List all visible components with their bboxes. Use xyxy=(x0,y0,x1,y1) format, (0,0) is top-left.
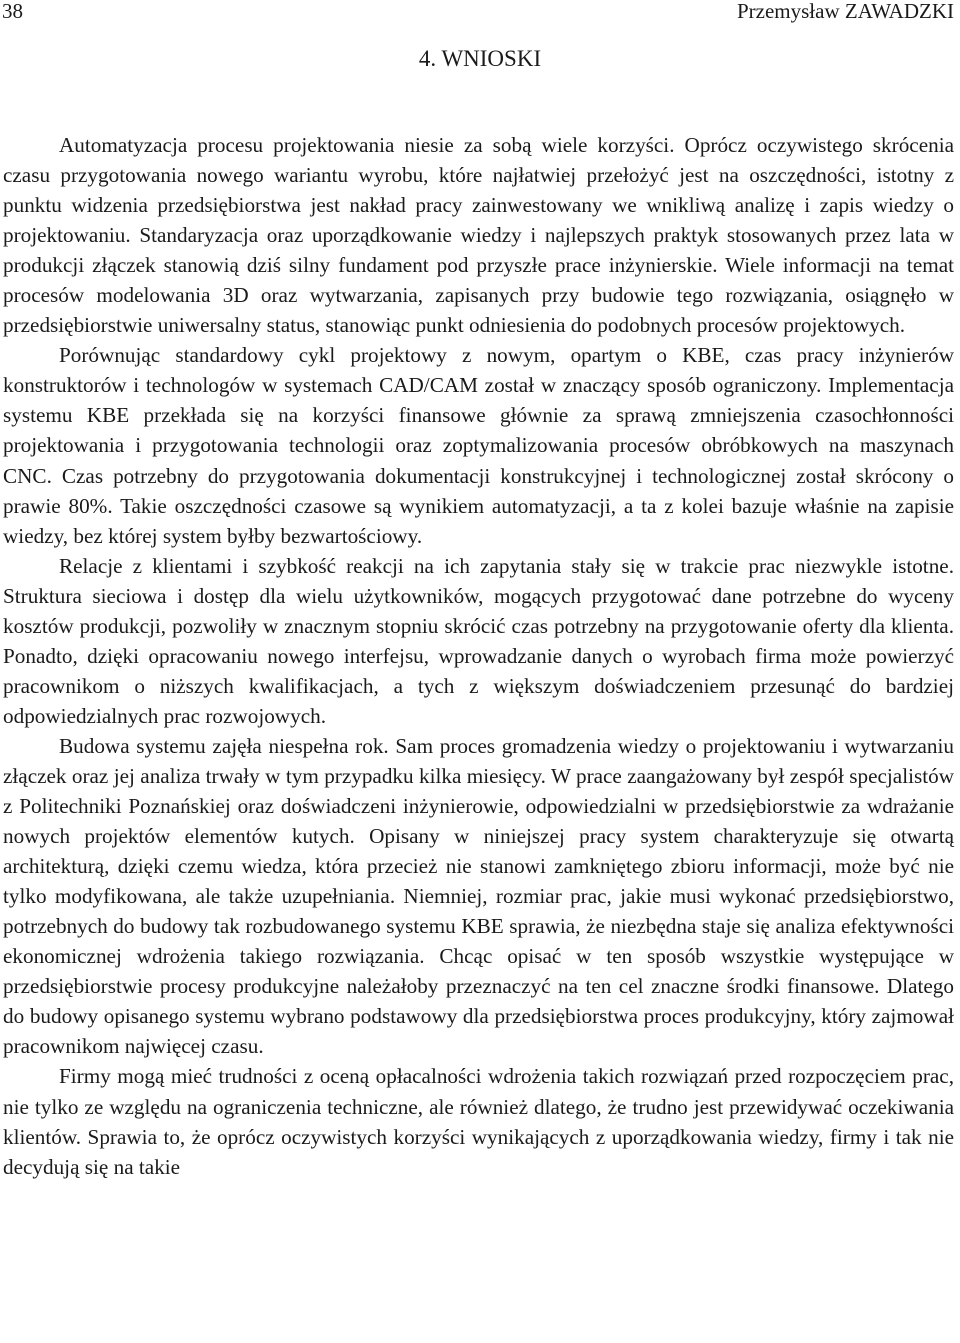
paragraph: Relacje z klientami i szybkość reakcji na ich zapytania stały się w trakcie prac niezwykle istotne. Struktura sieciowa i dostęp dla wielu użytkowników, mogących przygotować dane potrzebne do wyceny kosztów produkcji, pozwoliły w znacznym stopniu skrócić czas potrzebny na przygotowanie oferty dla klienta. Ponadto, dzięki opracowaniu nowego interfejsu, wprowadzanie danych o wyrobach firma może powierzyć pracownikom o niższych kwalifikacjach, a tych z większym doświadczeniem przesunąć do bardziej odpowiedzialnych prac rozwojowych. xyxy=(3,553,954,728)
running-header xyxy=(2,0,954,25)
paragraph: Porównując standardowy cykl projektowy z nowym, opartym o KBE, czas pracy inżynierów konstruktorów i technologów w systemach CAD/CAM został w znaczący sposób ograniczony. Implementacja systemu KBE przekłada się na korzyści finansowe głównie za sprawą zmniejszenia czasochłonności projektowania i przygotowania technologii oraz zoptymalizowania procesów obróbkowych na maszynach CNC. Czas potrzebny do przygotowania dokumentacji konstrukcyjnej i technologicznej został skrócony o prawie 80%. Takie oszczędności czasowe są wynikiem automatyzacji, a ta z kolei bazuje właśnie na zapisie wiedzy, bez której system byłby bezwartościowy. xyxy=(3,343,954,548)
author-name: Przemysław ZAWADZKI xyxy=(736,0,954,23)
section-heading: 4. WNIOSKI xyxy=(418,46,542,71)
body-text xyxy=(3,130,954,1182)
paragraph: Budowa systemu zajęła niespełna rok. Sam proces gromadzenia wiedzy o projektowaniu i wytwarzaniu złączek oraz jej analiza trwały w tym przypadku kilka miesięcy. W prace zaangażowany był zespół specjalistów z Politechniki Poznańskiej oraz doświadczeni inżynierowie, odpowiedzialni w przedsiębiorstwie za wdrażanie nowych projektów elementów kutych. Opisany w niniejszej pracy system charakteryzuje się otwartą architekturą, dzięki czemu wiedza, która przecież nie stanowi zamkniętego zbioru informacji, może być nie tylko modyfikowana, ale także uzupełniania. Niemniej, rozmiar prac, jakie musi wykonać przedsiębiorstwo, potrzebnych do budowy tak rozbudowanego systemu KBE sprawia, że niezbędna staje się analiza efektywności ekonomicznej wdrożenia takiego rozwiązania. Chcąc opisać w ten sposób wszystkie występujące w przedsiębiorstwie procesy produkcyjne należałoby przeznaczyć na ten cel znaczne środki finansowe. Dlatego do budowy opisanego systemu wybrano podstawowy dla przedsiębiorstwa proces produkcyjny, który zajmował pracownikom najwięcej czasu. xyxy=(3,733,954,1059)
page-number: 38 xyxy=(2,0,23,23)
paragraph: Firmy mogą mieć trudności z oceną opłacalności wdrożenia takich rozwiązań przed rozpoczęciem prac, nie tylko ze względu na ograniczenia techniczne, ale również dlatego, że trudno jest przewidywać oczekiwania klientów. Sprawia to, że oprócz oczywistych korzyści wynikających z uporządkowania wiedzy, firmy i tak nie decydują się na takie xyxy=(3,1064,954,1179)
paragraph: Automatyzacja procesu projektowania niesie za sobą wiele korzyści. Oprócz oczywistego skrócenia czasu przygotowania nowego wariantu wyrobu, które najłatwiej przełożyć jest na oszczędności, istotny z punktu widzenia przedsiębiorstwa jest nakład pracy zainwestowany we wnikliwą analizę i zapis wiedzy o projektowaniu. Standaryzacja oraz uporządkowanie wiedzy i najlepszych praktyk stosowanych przez lata w produkcji złączek stanowią dziś silny fundament pod przyszłe prace inżynierskie. Wiele informacji na temat procesów modelowania 3D oraz wytwarzania, zapisanych przy budowie tego rozwiązania, osiągnęło w przedsiębiorstwie uniwersalny status, stanowiąc punkt odniesienia do podobnych procesów projektowych. xyxy=(3,133,954,338)
